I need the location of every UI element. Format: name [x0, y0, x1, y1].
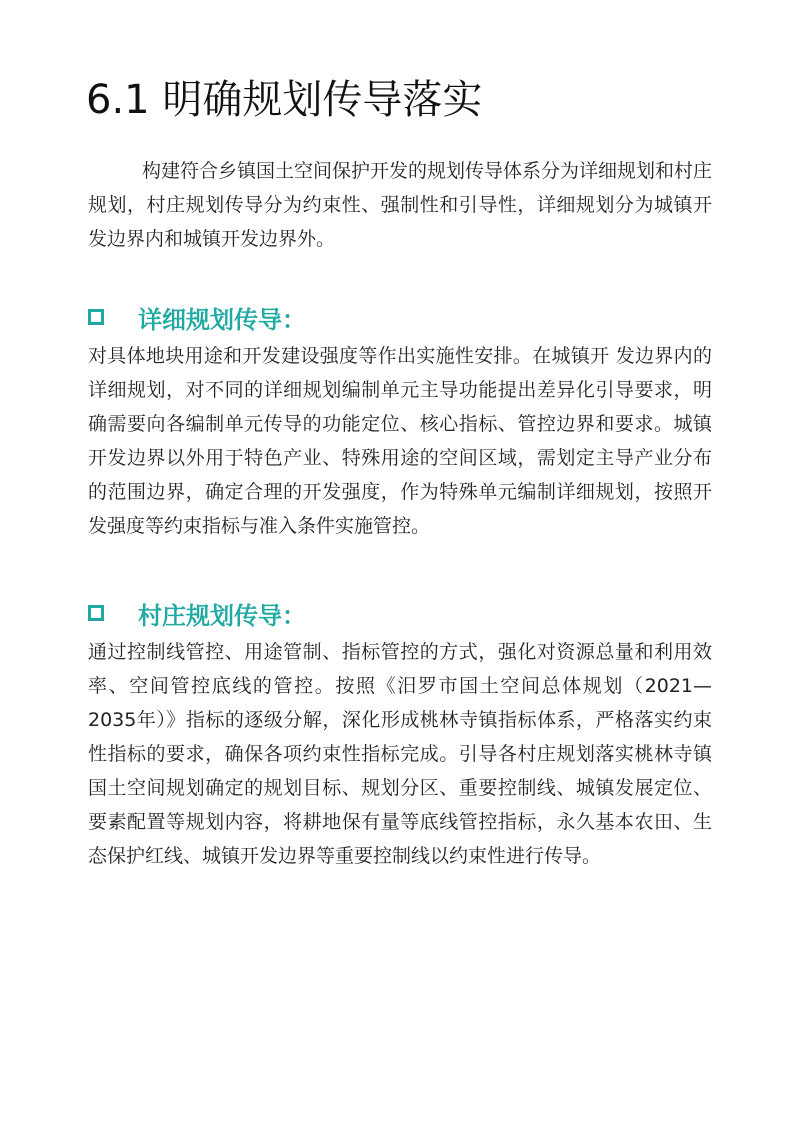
hollow-square-icon [88, 309, 104, 325]
section-heading-label: 村庄规划传导： [138, 601, 306, 630]
intro-paragraph: 构建符合乡镇国土空间保护开发的规划传导体系分为详细规划和村庄规划，村庄规划传导分为约束性、强制性和引导性，详细规划分为城镇开发边界内和城镇开发边界外。 [88, 160, 713, 250]
section-body-detailed-planning: 对具体地块用途和开发建设强度等作出实施性安排。在城镇开 发边界内的详细规划，对不同的详细规划编制单元主导功能提出差异化引导要求，明确需要向各编制单元传导的功能定位、核心指标、管控边界和要求。城镇开发边界以外用于特色产业、特殊用途的空间区域，需划定主导产业分布的范围边界，确定合理的开发强度，作为特殊单元编制详细规划，按照开发强度等约束指标与准入条件实施管控。 [88, 345, 712, 537]
section-heading-village-planning [88, 596, 306, 630]
section-heading-detailed-planning [88, 300, 306, 334]
page-title: 6.1 明确规划传导落实 [86, 77, 483, 123]
section-body-village-planning: 通过控制线管控、用途管制、指标管控的方式，强化对资源总量和利用效率、空间管控底线的管控。按照《汨罗市国土空间总体规划（2021—2035年）》指标的逐级分解，深化形成桃林寺镇指标体系，严格落实约束性指标的要求，确保各项约束性指标完成。引导各村庄规划落实桃林寺镇国土空间规划确定的规划目标、规划分区、重要控制线、城镇发展定位、要素配置等规划内容，将耕地保有量等底线管控指标，永久基本农田、生态保护红线、城镇开发边界等重要控制线以约束性进行传导。 [88, 641, 712, 867]
hollow-square-icon [88, 605, 104, 621]
section-heading-label: 详细规划传导： [138, 305, 306, 334]
